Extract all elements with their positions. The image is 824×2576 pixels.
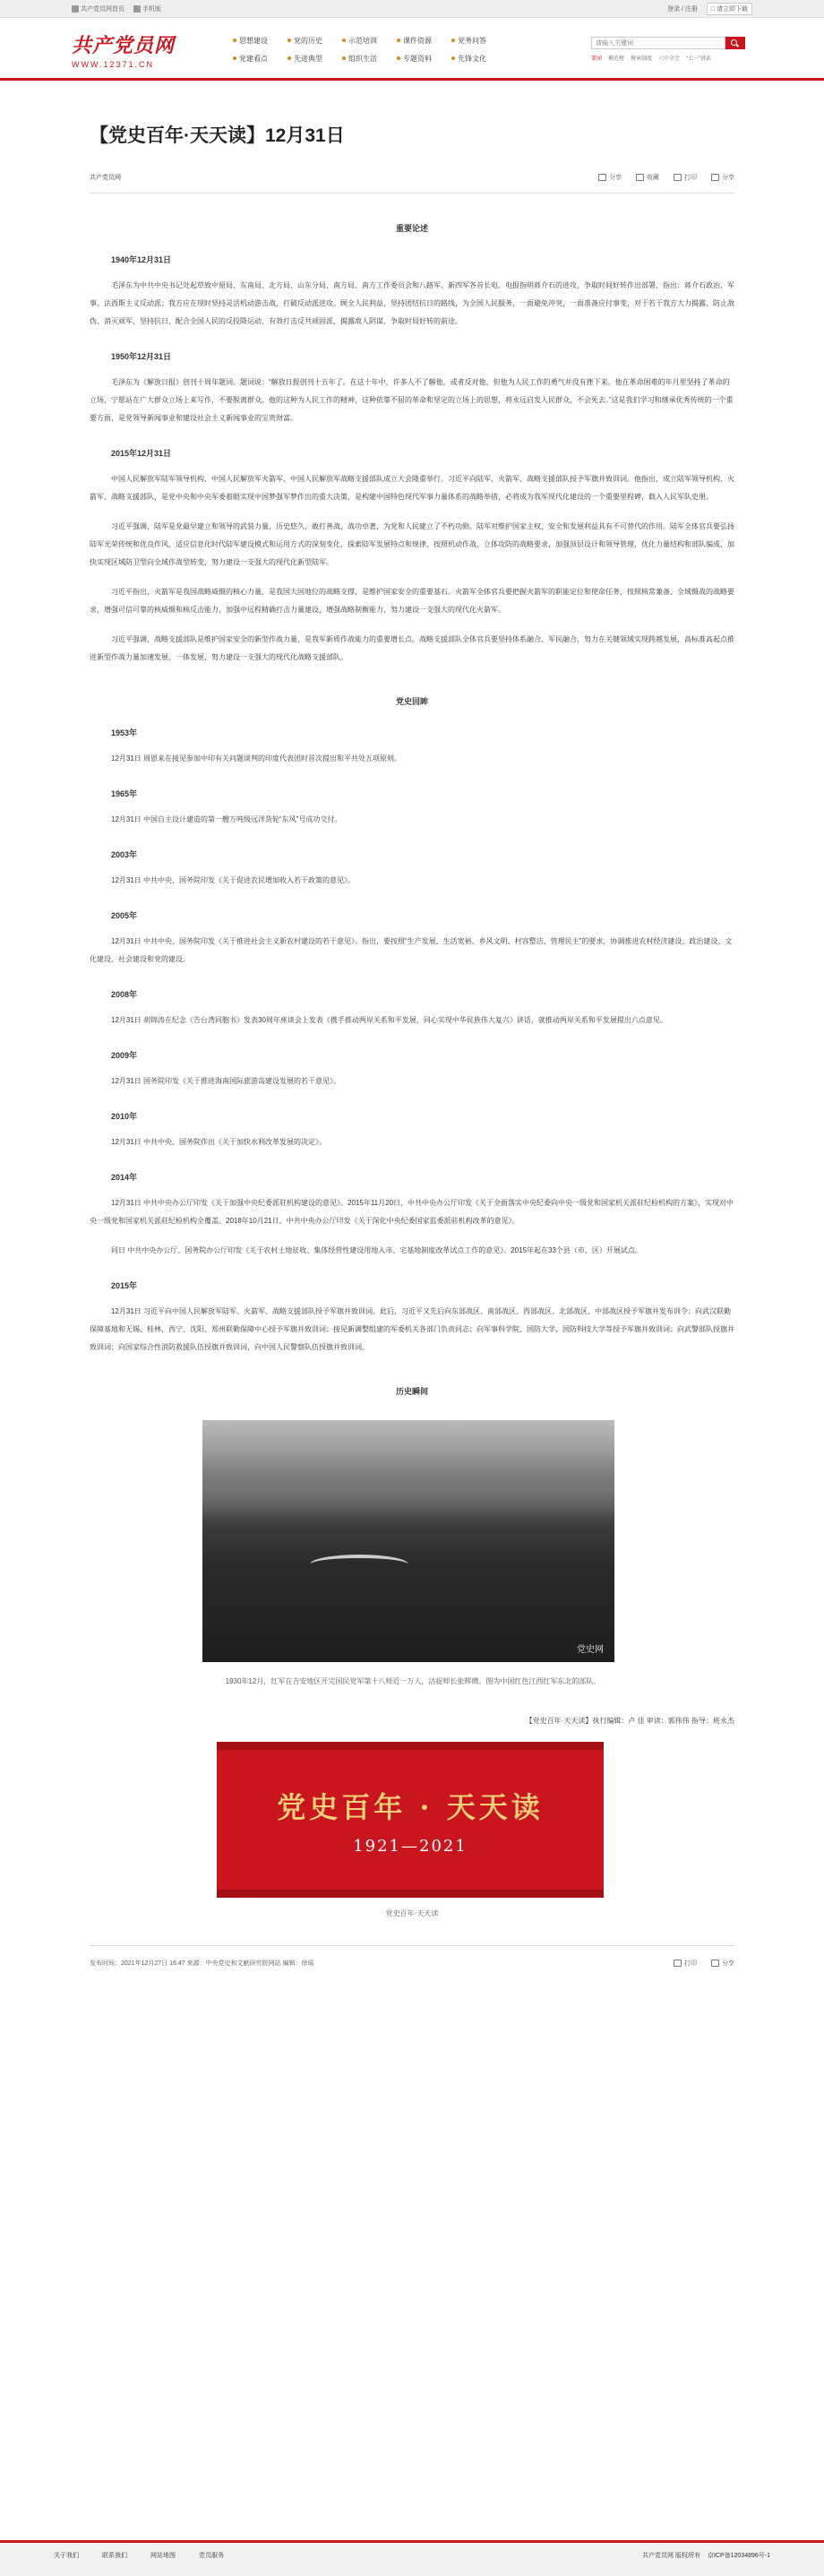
- share-icon: [711, 1960, 719, 1967]
- star-icon: [636, 174, 644, 181]
- download-button[interactable]: □ 请立即下载: [707, 3, 752, 15]
- favorite-button[interactable]: 收藏: [636, 173, 659, 182]
- login-link[interactable]: 登录 / 注册: [666, 6, 698, 13]
- date-heading: 2015年12月31日: [111, 449, 172, 458]
- hot-keyword[interactable]: 要闻: [591, 56, 603, 62]
- paragraph: 毛泽东为中共中央书记处起草致中原局、东南局、北方局、山东分局、南方局、南方工作委员会和八路军、新四军各首长电。电报指明蒋介石的进攻，争取时间好转作出部署，指出：蒋介石政治、军事、法西斯主义反动派；我方应在现时坚持灵活机动游击战，打破反动派进攻。顾全人民利益，坚持团结抗日的路线，为全国人民服务，一面避免冲突，一面准备应付事变，对于若干我方大力揭露、防止敌伪、消灭顽军、坚持抗日、配合全国人民的反投降运动，有效打击反共顽固派，揭露敌人阴谋，争取时局好转的前途。: [90, 281, 734, 325]
- paragraph: 12月31日 中共中央、国务院作出《关于加快水利改革发展的决定》。: [111, 1138, 327, 1146]
- publish-text: 发布时间：2021年12月27日 16:47 来源：中央党史和文献研究院网站 编辑：徐瑶: [90, 1960, 314, 1967]
- weibo-icon: [598, 174, 606, 181]
- section-heading: 重要论述: [395, 224, 428, 233]
- hot-keywords: [591, 54, 752, 62]
- share-button[interactable]: 分享: [711, 1959, 734, 1968]
- date-heading: 1950年12月31日: [111, 352, 172, 361]
- home-link[interactable]: 共产党员网首页: [72, 4, 124, 13]
- paragraph: 同日 中共中央办公厅、国务院办公厅印发《关于农村土地征收、集体经营性建设用地入市、宅基地制度改革试点工作的意见》。2015年起在33个县（市、区）开展试点。: [111, 1246, 642, 1254]
- paragraph: 12月31日 胡锦涛在纪念《告台湾同胞书》发表30周年座谈会上发表《携手推动两岸关系和平发展，同心实现中华民族伟大复兴》讲话，就推动两岸关系和平发展提出六点意见。: [111, 1016, 667, 1024]
- hot-keyword[interactable]: 模范榜: [608, 56, 625, 62]
- hot-keyword[interactable]: “七一”讲话: [686, 56, 712, 62]
- print-button[interactable]: 打印: [674, 1959, 697, 1968]
- nav-item[interactable]: 先锋文化: [451, 54, 486, 64]
- share-button[interactable]: 分享: [711, 173, 734, 182]
- nav-item[interactable]: 组织生活: [342, 54, 377, 64]
- paragraph: 12月31日 中共中央办公厅印发《关于加强中央纪委派驻机构建设的意见》。2015年11月20日，中共中央办公厅印发《关于全面落实中央纪委向中央一级党和国家机关派驻纪检机构的方案》，实现对中央一级党和国家机关派驻纪检机构全覆盖。2018年10月21日，中共中央办公厅印发《关于深化中央纪委国家监委派驻机构改革的意见》。: [90, 1199, 734, 1225]
- date-heading: 2003年: [111, 850, 138, 859]
- paragraph: 12月31日 习近平向中国人民解放军陆军、火箭军、战略支援部队授予军旗并致训词。此后，习近平又先后向东部战区、南部战区、西部战区、北部战区、中部战区授予军旗并发布训令；向武汉联勤保障基地和无锡、桂林、西宁、沈阳、郑州联勤保障中心授予军旗并致训词；接见新调整组建的军委机关各部门负责同志；向军事科学院、国防大学、国防科技大学等授予军旗并致训词；向武警部队授旗并致训词；向国家综合性消防救援队伍授旗并致训词，向中国人民警察队伍授旗并致训词。: [90, 1307, 734, 1351]
- site-footer: [0, 2540, 824, 2576]
- share-icon: [711, 174, 719, 181]
- article-container: [90, 121, 734, 1968]
- date-heading: 1940年12月31日: [111, 255, 172, 264]
- paragraph: 12月31日 中共中央、国务院印发《关于促进农民增加收入若干政策的意见》。: [111, 876, 356, 884]
- footer-link[interactable]: 网站地图: [150, 2553, 176, 2559]
- footer-link[interactable]: 关于我们: [54, 2553, 79, 2559]
- series-banner: [217, 1742, 604, 1898]
- search-input[interactable]: [591, 37, 725, 49]
- nav-item[interactable]: 专题资料: [397, 54, 432, 64]
- nav-item[interactable]: 党务问答: [451, 36, 486, 46]
- bottom-actions: [674, 1959, 734, 1968]
- date-heading: 2008年: [111, 990, 138, 999]
- nav-item[interactable]: 课件资源: [397, 36, 432, 46]
- article-title: 【党史百年·天天读】12月31日: [90, 125, 345, 146]
- hot-keyword[interactable]: 六中全会: [658, 56, 681, 62]
- paragraph: 12月31日 中国自主设计建造的第一艘万吨级远洋货轮“东风”号成功交付。: [111, 815, 342, 823]
- article-body: [90, 222, 734, 1397]
- home-icon: [72, 5, 79, 13]
- publish-info: [90, 1945, 734, 1968]
- footer-copyright: 共产党员网 版权所有: [642, 2553, 700, 2559]
- nav-item[interactable]: 党建看点: [233, 54, 268, 64]
- date-heading: 1953年: [111, 728, 138, 737]
- photo-watermark: 党史网: [577, 1645, 604, 1655]
- paragraph: 毛泽东为《解放日报》创刊十周年题词。题词说：“解放日报创刊十五年了。在这十年中，许多人不了解他，或者反对他，但他为人民工作的勇气并没有挫下来。他在革命困难的年月里坚持了革命的立场，宁愿站在广大群众立场上来写作，不要脱离群众。他的这种为人民工作的精神，这种依靠不屈的革命和坚定的立场上的思想，将永远启发人民群众，不会死去。”这是我们学习和继承优秀传统的一个重要方面，是党领导新闻事业和建设社会主义新闻事业的宝贵财富。: [90, 378, 734, 422]
- paragraph: 习近平强调，战略支援部队是维护国家安全的新型作战力量，是我军新质作战能力的重要增长点。战略支援部队全体官兵要坚持体系融合、军民融合，努力在关键领域实现跨越发展，高标准高起点推进新型作战力量加速发展、一体发展，努力建设一支强大的现代化战略支援部队。: [90, 635, 734, 661]
- print-icon: [674, 1960, 682, 1967]
- mobile-link[interactable]: 手机版: [133, 4, 161, 13]
- banner-title: 党史百年 · 天天读: [277, 1789, 544, 1824]
- top-bar: [0, 0, 824, 18]
- nav-item[interactable]: 党的历史: [288, 36, 322, 46]
- footer-icp: 京ICP备12034896号-1: [707, 2553, 770, 2559]
- paragraph: 12月31日 周恩来在接见参加中印有关问题谈判的印度代表团时首次提出和平共处五项原则。: [111, 754, 402, 762]
- date-heading: 1965年: [111, 789, 138, 798]
- paragraph: 中国人民解放军陆军领导机构、中国人民解放军火箭军、中国人民解放军战略支援部队成立大会隆重举行。习近平向陆军、火箭军、战略支援部队授予军旗并致训词。他指出，成立陆军领导机构、火箭军、战略支援部队，是党中央和中央军委着眼实现中国梦强军梦作出的重大决策，是构建中国特色现代军事力量体系的战略举措，必将成为我军现代化建设的一个重要里程碑，载入人民军队史册。: [90, 475, 734, 501]
- search-area: [591, 37, 752, 62]
- hot-keyword[interactable]: 规章制度: [631, 56, 653, 62]
- date-heading: 2009年: [111, 1051, 138, 1060]
- phone-icon: [133, 5, 141, 13]
- banner-years: 1921—2021: [353, 1836, 468, 1856]
- nav-item[interactable]: 先进典型: [288, 54, 322, 64]
- article-actions: [598, 173, 734, 182]
- site-logo[interactable]: 共产党员网 WWW.12371.CN: [72, 33, 176, 69]
- site-header: [0, 18, 824, 81]
- print-icon: [674, 174, 682, 181]
- nav-item[interactable]: 思想建设: [233, 36, 268, 46]
- footer-link[interactable]: 党员服务: [199, 2553, 224, 2559]
- section-heading: 党史回眸: [395, 697, 428, 706]
- paragraph: 12月31日 中共中央、国务院印发《关于推进社会主义新农村建设的若干意见》。指出，要按照“生产发展、生活宽裕、乡风文明、村容整洁、管理民主”的要求，协调推进农村经济建设、政治建设、文化建设、社会建设和党的建设。: [90, 937, 733, 963]
- paragraph: 12月31日 国务院印发《关于推进海南国际旅游岛建设发展的若干意见》。: [111, 1077, 341, 1085]
- search-button[interactable]: [725, 37, 745, 49]
- paragraph: 习近平指出，火箭军是我国战略威慑的核心力量，是我国大国地位的战略支撑，是维护国家安全的重要基石。火箭军全体官兵要把握火箭军的职能定位和使命任务，按照核常兼备、全域慑战的战略要求，增强可信可靠的核威慑和核反击能力，加强中远程精确打击力量建设，增强战略制衡能力，努力建设一支强大的现代化火箭军。: [90, 588, 734, 614]
- banner-caption: 党史百年·天天读: [385, 1909, 439, 1917]
- photo-caption: 1930年12月，红军在吉安地区开完国民党军第十八师近一万人，活捉师长张辉瓒。图为中国红色江西红军东北的部队。: [225, 1677, 601, 1685]
- paragraph: 习近平强调，陆军是党最早建立和领导的武装力量，历史悠久，敢打善战，战功卓著，为党和人民建立了不朽功勋。陆军对维护国家主权、安全和发展利益具有不可替代的作用。陆军全体官兵要弘扬陆军光荣传统和优良作风，适应信息化时代陆军建设模式和运用方式的深刻变化，探索陆军发展特点和规律，按照机动作战、立体攻防的战略要求，加强顶层设计和领导管理，优化力量结构和部队编成，加快实现区域防卫型向全域作战型转变，努力建设一支强大的现代化新型陆军。: [90, 522, 734, 566]
- print-button[interactable]: 打印: [674, 173, 697, 182]
- section-heading: 历史瞬间: [395, 1387, 428, 1396]
- date-heading: 2014年: [111, 1173, 138, 1182]
- date-heading: 2015年: [111, 1281, 138, 1290]
- share-weibo-button[interactable]: 分享: [598, 173, 622, 182]
- editor-credit: 【党史百年·天天读】执行编辑：卢 佳 审读：郭伟伟 指导：班永杰: [525, 1717, 734, 1725]
- article-source: 共产党员网: [90, 175, 121, 181]
- main-nav: [233, 36, 486, 64]
- date-heading: 2010年: [111, 1112, 138, 1121]
- history-photo: [202, 1420, 614, 1662]
- footer-link[interactable]: 联系我们: [102, 2553, 127, 2559]
- date-heading: 2005年: [111, 911, 138, 920]
- nav-item[interactable]: 示范培训: [342, 36, 377, 46]
- article-meta: [90, 173, 734, 194]
